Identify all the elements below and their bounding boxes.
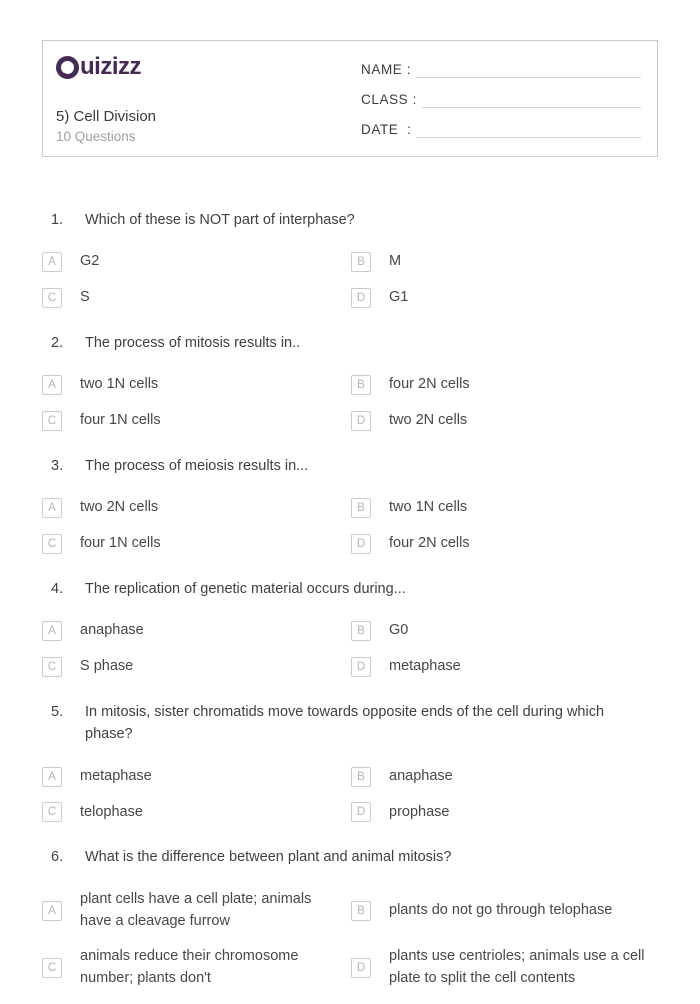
option-c xyxy=(42,287,351,309)
option-text: anaphase xyxy=(389,767,453,784)
option-letter-box: C xyxy=(42,534,62,554)
option-c xyxy=(42,410,351,432)
class-field-underline xyxy=(422,89,641,108)
question-text: What is the difference between plant and animal mitosis? xyxy=(85,849,452,866)
option-text: metaphase xyxy=(80,767,152,784)
option-text: G2 xyxy=(80,253,100,270)
question-1 xyxy=(42,209,658,323)
option-text: S phase xyxy=(80,658,134,675)
date-field-underline xyxy=(416,119,641,138)
option-text: S xyxy=(80,289,90,306)
question-number: 4. xyxy=(51,580,64,597)
option-letter-box: D xyxy=(351,288,371,308)
option-letter-box: B xyxy=(351,252,371,272)
question-4-head xyxy=(42,578,658,600)
option-text: G0 xyxy=(389,622,409,639)
option-b xyxy=(351,374,658,396)
option-text: two 2N cells xyxy=(80,499,159,516)
question-5-head xyxy=(42,701,658,746)
header-fields xyxy=(361,54,641,144)
name-field-row xyxy=(361,59,641,78)
option-letter-box: A xyxy=(42,621,62,641)
option-a xyxy=(42,251,351,273)
question-text: The process of meiosis results in... xyxy=(85,457,309,474)
option-a xyxy=(42,889,351,933)
option-text: four 1N cells xyxy=(80,535,161,552)
option-letter-box: A xyxy=(42,252,62,272)
option-b xyxy=(351,766,658,788)
question-2 xyxy=(42,332,658,446)
option-text: two 2N cells xyxy=(389,412,468,429)
option-text: two 1N cells xyxy=(80,376,159,393)
option-text: two 1N cells xyxy=(389,499,468,516)
question-number: 3. xyxy=(51,457,64,474)
option-text: four 1N cells xyxy=(80,412,161,429)
option-text: prophase xyxy=(389,803,450,820)
logo-wordmark: uizizz xyxy=(80,52,141,80)
question-4 xyxy=(42,578,658,692)
option-letter-box: D xyxy=(351,958,371,978)
option-text: four 2N cells xyxy=(389,376,470,393)
quiz-title-block xyxy=(56,108,156,144)
option-text: plants use centrioles; animals use a cell plate to split the cell contents xyxy=(389,948,645,987)
option-letter-box: C xyxy=(42,411,62,431)
question-6 xyxy=(42,846,658,1003)
option-text: M xyxy=(389,253,402,270)
option-letter-box: A xyxy=(42,498,62,518)
quiz-question-count: 10 Questions xyxy=(56,129,136,144)
option-text: plants do not go through telophase xyxy=(389,901,613,918)
option-d xyxy=(351,946,658,990)
quizizz-q-icon xyxy=(56,56,79,79)
header-left xyxy=(56,54,156,144)
option-letter-box: D xyxy=(351,657,371,677)
quiz-title: 5) Cell Division xyxy=(56,108,157,125)
question-5 xyxy=(42,701,658,837)
class-field-label: CLASS : xyxy=(361,91,417,107)
option-letter-box: C xyxy=(42,657,62,677)
question-1-options xyxy=(42,251,658,323)
option-text: anaphase xyxy=(80,622,144,639)
date-field-label: DATE : xyxy=(361,121,412,137)
option-d xyxy=(351,287,658,309)
option-b xyxy=(351,889,658,933)
option-letter-box: B xyxy=(351,375,371,395)
option-letter-box: A xyxy=(42,901,62,921)
worksheet-header-box xyxy=(42,40,658,157)
option-text: telophase xyxy=(80,803,143,820)
question-number: 2. xyxy=(51,334,64,351)
option-letter-box: B xyxy=(351,767,371,787)
date-field-row xyxy=(361,119,641,138)
option-letter-box: B xyxy=(351,901,371,921)
option-b xyxy=(351,497,658,519)
question-6-options xyxy=(42,889,658,1004)
question-4-options xyxy=(42,620,658,692)
option-b xyxy=(351,251,658,273)
name-field-label: NAME : xyxy=(361,61,412,77)
option-d xyxy=(351,533,658,555)
option-c xyxy=(42,533,351,555)
option-d xyxy=(351,802,658,824)
question-text: The replication of genetic material occurs during... xyxy=(85,580,406,597)
option-text: four 2N cells xyxy=(389,535,470,552)
option-text: plant cells have a cell plate; animals have a cleavage furrow xyxy=(80,890,312,929)
option-a xyxy=(42,374,351,396)
question-2-head xyxy=(42,332,658,354)
question-1-head xyxy=(42,209,658,231)
class-field-row xyxy=(361,89,641,108)
question-6-head xyxy=(42,846,658,868)
option-letter-box: B xyxy=(351,621,371,641)
name-field-underline xyxy=(416,59,641,78)
question-number: 1. xyxy=(51,212,64,228)
option-c xyxy=(42,946,351,990)
question-2-options xyxy=(42,374,658,446)
option-d xyxy=(351,656,658,678)
option-letter-box: B xyxy=(351,498,371,518)
option-letter-box: A xyxy=(42,375,62,395)
option-letter-box: C xyxy=(42,958,62,978)
option-b xyxy=(351,620,658,642)
question-text: Which of these is NOT part of interphase? xyxy=(85,212,355,228)
option-c xyxy=(42,656,351,678)
option-text: metaphase xyxy=(389,658,461,675)
option-letter-box: D xyxy=(351,534,371,554)
question-3-head xyxy=(42,455,658,477)
option-d xyxy=(351,410,658,432)
option-text: G1 xyxy=(389,289,409,306)
question-3 xyxy=(42,455,658,569)
questions-list xyxy=(42,209,658,1004)
option-a xyxy=(42,620,351,642)
question-text: The process of mitosis results in.. xyxy=(85,334,301,351)
option-letter-box: D xyxy=(351,411,371,431)
option-c xyxy=(42,802,351,824)
option-a xyxy=(42,766,351,788)
question-5-options xyxy=(42,766,658,838)
question-text: In mitosis, sister chromatids move towards opposite ends of the cell during which phase? xyxy=(85,703,605,743)
option-a xyxy=(42,497,351,519)
question-number: 5. xyxy=(51,703,64,720)
quizizz-logo xyxy=(56,54,156,80)
option-letter-box: A xyxy=(42,767,62,787)
option-text: animals reduce their chromosome number; plants don't xyxy=(80,948,299,987)
option-letter-box: D xyxy=(351,802,371,822)
question-number: 6. xyxy=(51,849,64,866)
question-3-options xyxy=(42,497,658,569)
option-letter-box: C xyxy=(42,802,62,822)
option-letter-box: C xyxy=(42,288,62,308)
